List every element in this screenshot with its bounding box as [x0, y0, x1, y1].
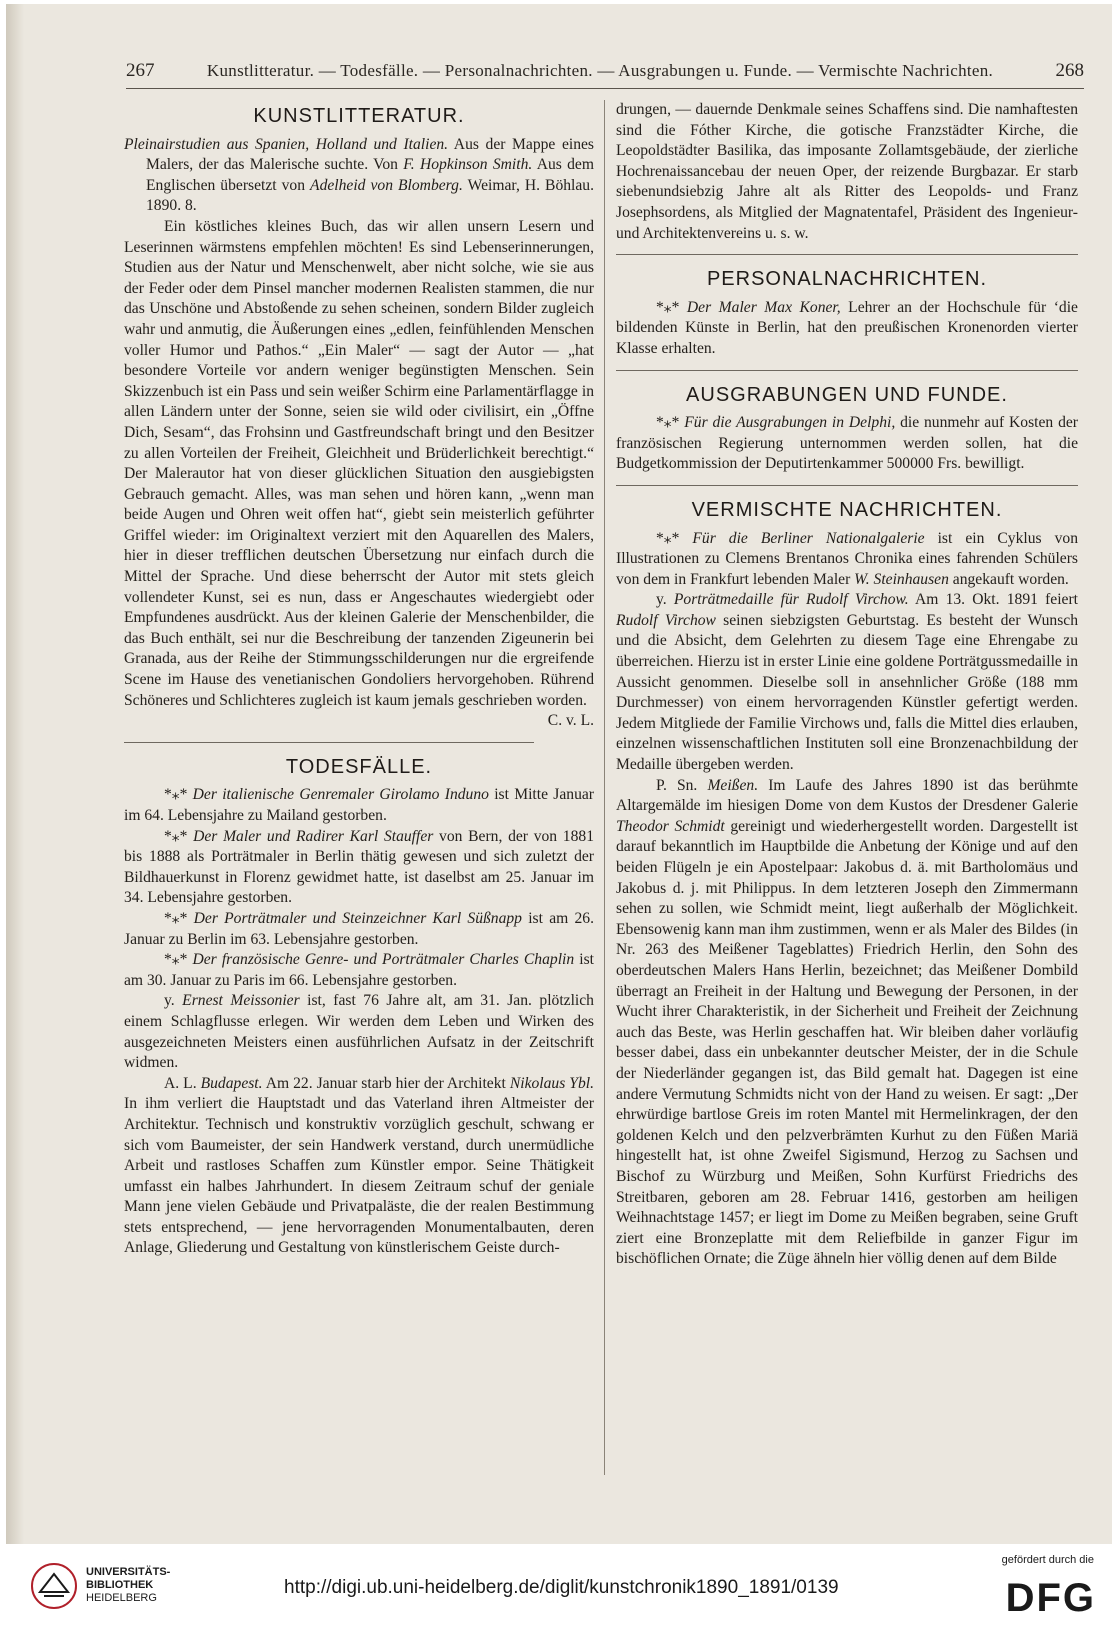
excavation-delphi: *⁎* Für die Ausgrabungen in Delphi, die nunmehr auf Kosten der französischen Regierung unternommen werden sollen, hat die Budgetkommission der Deputirtenkammer 500000 Frs. bewilligt.: [616, 414, 1078, 473]
section-rule: [124, 742, 534, 743]
permalink-url[interactable]: http://digi.ub.uni-heidelberg.de/diglit/kunstchronik1890_1891/0139: [284, 1577, 839, 1598]
book-translator: Adelheid von Blomberg.: [310, 176, 463, 194]
page-number-left: 267: [126, 60, 155, 81]
dfg-logo[interactable]: DFG: [1005, 1576, 1096, 1620]
misc-nationalgalerie: *⁎* Für die Berliner Nationalgalerie ist ein Cyklus von Illustrationen zu Clemens Brentanos Chronika eines fahrenden Schülers von dem in Frankfurt lebenden Maler W. Steinhausen angekauft worden.: [616, 529, 1078, 588]
library-logo[interactable]: [30, 1562, 190, 1612]
asterism-icon: *⁎*: [656, 414, 680, 432]
section-title-vermischte: VERMISCHTE NACHRICHTEN.: [691, 498, 1003, 521]
section-title-todesfaelle: TODESFÄLLE.: [285, 755, 433, 778]
asterism-icon: *⁎*: [656, 298, 680, 316]
obituary-suessnapp: *⁎* Der Porträtmaler und Steinzeichner Karl Süßnapp ist am 26. Januar zu Berlin im 63. Lebensjahre gestorben.: [124, 909, 594, 948]
library-seal-icon: [30, 1562, 78, 1610]
running-header: [126, 60, 1084, 86]
misc-meissen: P. Sn. Meißen. Im Laufe des Jahres 1890 ist das berühmte Altargemälde im hiesigen Dome von dem Kustos der Dresdener Galerie Theodor Schmidt gereinigt und wiederhergestellt worden. Dargestellt ist darauf bekanntlich im Hauptbilde die Anbetung der Könige und auf den beiden Flügeln je ein Apostelpaar: Jakobus d. ä. mit Bartholomäus und Jakobus d. j. mit Philippus. In dem letzteren Joseph den Zimmermann sehen zu sollen, wie Schmidt meint, liegt außerhalb der Möglichkeit. Ebensowenig kann man ihm zustimmen, wenn er als Maler des Bildes (in Nr. 263 des Meißener Tageblattes) Friedrich Herlin, den Sohn des oberdeutschen Malers Hans Herlin, bezeichnet; das Meißener Dombild überragt an Freiheit in der Haltung und Bewegung der Personen, in der Wucht ihrer Charakteristik, in der Sicherheit und Freiheit der Zeichnung auch das Beste, was Herlin geschaffen hat. Wir bleiben daher vorläufig besser dabei, dass ein unbekannter deutscher Meister, der in die Schule der Niederländer gegangen ist, das Bild gemalt hat. Dagegen ist eine andere Vermutung Schmidts nicht von der Hand zu weisen. Er sagt: „Der ehrwürdige bartlose Greis im roten Mantel mit Hermelinkragen, der den goldenen Kelch und den pelzverbrämten Kurhut zu den Füßen Mariä hingestellt hat, ist ohne Zweifel Sigismund, Herzog zu Sachsen und Bischof zu Würzburg und Meißen, Sohn Kurfürst Friedrichs des Streitbaren, geboren am 28. Februar 1416, gestorben am heiligen Weihnachtstage 1457; er liegt im Dome zu Meißen begraben, seine Gruft ziert eine Bronzeplatte mit dem Reliefbilde in ganzer Figur im bischöflichen Ornate; die Züge ähneln hier völlig denen auf dem Bilde: [616, 776, 1079, 1268]
asterism-icon: *⁎*: [164, 827, 188, 845]
section-title-personalnachrichten: PERSONALNACHRICHTEN.: [706, 268, 988, 291]
review-body: Ein köstliches kleines Buch, das wir allen unsern Lesern und Leserinnen wärmstens empfehlen möchten! Es sind Lebenserinnerungen, Studien aus der Natur und Menschenwelt, aber nicht solche, wie sie aus der Feder oder dem Pinsel mancher modernen Realisten stammen, die nur das Unschöne und Abstoßende zu sehen scheinen, sondern Bilder zugleich wahr und anmutig, die Äußerungen eines „edlen, feinfühlenden Menschen voller Humor und Pathos.“ „Ein Maler“ — sagt der Autor — „hat besondere Vorteile vor andern weniger begünstigten Menschen. Sein Skizzenbuch ist ein Pass und sein weißer Schirm eine Parlamentärflagge in allen Ländern unter der Sonne, seien sie wild oder civilisirt, ein „Öffne Dich, Sesam“, das Frohsinn und Gastfreundschaft bringt und den Besitzer zu allen Vorteilen der Freiheit, Gleichheit und Brüderlichkeit berechtigt.“ Der Malerautor hat von dieser glücklichen Situation den ausgiebigsten Gebrauch gemacht. Alles, was man sehen und hören kann, „wenn man beide Augen und Ohren weit offen hat“, giebt sein meisterlich geführter Griffel wieder: im Originaltext verziert mit den Aquarellen des Malers, hier in dieser trefflichen deutschen Übersetzung nur einfach durch die Mittel der Sprache. Und diese beherrscht der Autor mit stets gleich vollendeter Kunst, sei es nun, dass er Angeschautes wiedergiebt oder Empfundenes ausdrückt. Aus der kleinen Galerie der Menschenbilder, die das Buch enthält, sei nur die Beschreibung der tanzenden Zigeunerin bei Granada, aus der Reihe der Stimmungsschilderungen nur die ergreifende Scene im Hause des venetianischen Gondoliers hervorgehoben. Rührend Schöneres und Schlichteres zugleich ist kaum jemals geschrieben worden.: [124, 217, 594, 709]
running-title: Kunstlitteratur. — Todesfälle. — Personalnachrichten. — Ausgrabungen u. Funde. — Vermischte Nachrichten.: [206, 61, 994, 80]
book-author: F. Hopkinson Smith.: [403, 156, 533, 174]
personal-koner: *⁎* Der Maler Max Koner, Lehrer an der Hochschule für ‘die bildenden Künste in Berlin, hat den preußischen Kronenorden vierter Klasse erhalten.: [616, 298, 1078, 357]
obituary-meissonier: y. Ernest Meissonier ist, fast 76 Jahre alt, am 31. Jan. plötzlich einem Schlagflusse erlegen. Wir werden dem Leben und Wirken des ausgezeichneten Meisters einen ausführlichen Aufsatz in der Zeitschrift widmen.: [124, 992, 594, 1072]
viewer-footer: [0, 1544, 1118, 1630]
obituary-stauffer: *⁎* Der Maler und Radirer Karl Stauffer von Bern, der von 1881 bis 1888 als Porträtmaler in Berlin thätig gewesen und sich zuletzt der Bildhauerkunst in Florenz gewidmet hatte, ist daselbst am 25. Januar im 34. Lebensjahre gestorben.: [124, 827, 594, 907]
section-rule: [616, 485, 1078, 486]
section-title-kunstlitteratur: KUNSTLITTERATUR.: [253, 105, 465, 127]
section-title-ausgrabungen: AUSGRABUNGEN UND FUNDE.: [686, 383, 1008, 406]
page-number-right: 268: [1055, 60, 1084, 81]
obituary-ybl-continued: drungen, — dauernde Denkmale seines Schaffens sind. Die namhaftesten sind die Fóther Kirche, die gotische Franzstädter Kirche, die Leopoldstädter Basilika, das imposante Zollamtsgebäude, der zierliche Hochrenaissancebau der neuen Oper, der reizende Burgbazar. Er starb siebenundsiebzig Jahre alt als Ritter des Leopolds- und Franz Josephsordens, als Mitglied der Magnatentafel, Präsident des Ingenieur- und Architektenvereins u. s. w.: [616, 101, 1078, 242]
obituary-chaplin: *⁎* Der französische Genre- und Porträtmaler Charles Chaplin ist am 30. Januar zu Paris im 66. Lebensjahre gestorben.: [124, 951, 594, 989]
column-divider: [604, 100, 605, 1475]
header-rule: [126, 88, 1084, 89]
asterism-icon: *⁎*: [164, 909, 188, 927]
section-rule: [616, 254, 1078, 255]
review-signature: C. v. L.: [547, 712, 594, 730]
asterism-icon: *⁎*: [656, 529, 680, 547]
section-rule: [616, 370, 1078, 371]
right-column: [616, 100, 1078, 1270]
scan-edge: [6, 4, 24, 1544]
funded-by-label: gefördert durch die: [1001, 1554, 1094, 1566]
library-name: UNIVERSITÄTS- BIBLIOTHEK HEIDELBERG: [86, 1566, 171, 1604]
book-citation: Pleinairstudien aus Spanien, Holland und Italien. Aus der Mappe eines Malers, der das Malerische suchte. Von F. Hopkinson Smith. Aus dem Englischen übersetzt von Adelheid von Blomberg. Weimar, H. Böhlau. 1890. 8.: [124, 135, 594, 215]
asterism-icon: *⁎*: [164, 951, 188, 969]
asterism-icon: *⁎*: [164, 786, 188, 804]
misc-virchow: y. Porträtmedaille für Rudolf Virchow. Am 13. Okt. 1891 feiert Rudolf Virchow seinen siebzigsten Geburtstag. Es besteht der Wunsch und die Absicht, dem Gelehrten zu diesem Tage eine Ehrengabe zu überreichen. Hierzu ist in erster Linie eine goldene Porträtgussmedaille in Aussicht genommen. Dieselbe soll in ansehnlicher Größe (188 mm Durchmesser) von einem hervorragenden Künstler gefertigt werden. Jedem Mitgliede der Familie Virchows und, falls die Mittel dies erlauben, einzelnen wissenschaftlichen Instituten soll eine Bronzenachbildung der Medaille übergeben werden.: [616, 591, 1078, 774]
obituary-induno: *⁎* Der italienische Genremaler Girolamo Induno ist Mitte Januar im 64. Lebensjahre zu Mailand gestorben.: [124, 786, 594, 824]
book-title: Pleinairstudien aus Spanien, Holland und Italien.: [124, 135, 449, 153]
obituary-ybl: A. L. Budapest. Am 22. Januar starb hier der Architekt Nikolaus Ybl. In ihm verliert die Hauptstadt und das Vaterland ihren Altmeister der Architektur. Technisch und konstruktiv vorzüglich geschult, schwang er sich vom Baumeister, der sein Handwerk verstand, durch unermüdliche Arbeit und rastloses Schaffen zum Künstler empor. Seine Thätigkeit umfasst ein halbes Jahrhundert. In diesem Zeitraum schuf der geniale Mann jene vielen Gebäude und Privatpaläste, die der realen Bestimmung stets entsprechend, — jene hervorragenden Monumentalbauten, deren Anlage, Gliederung und Gestaltung von künstlerischem Geiste durch-: [124, 1074, 594, 1257]
left-column: [124, 100, 594, 1259]
